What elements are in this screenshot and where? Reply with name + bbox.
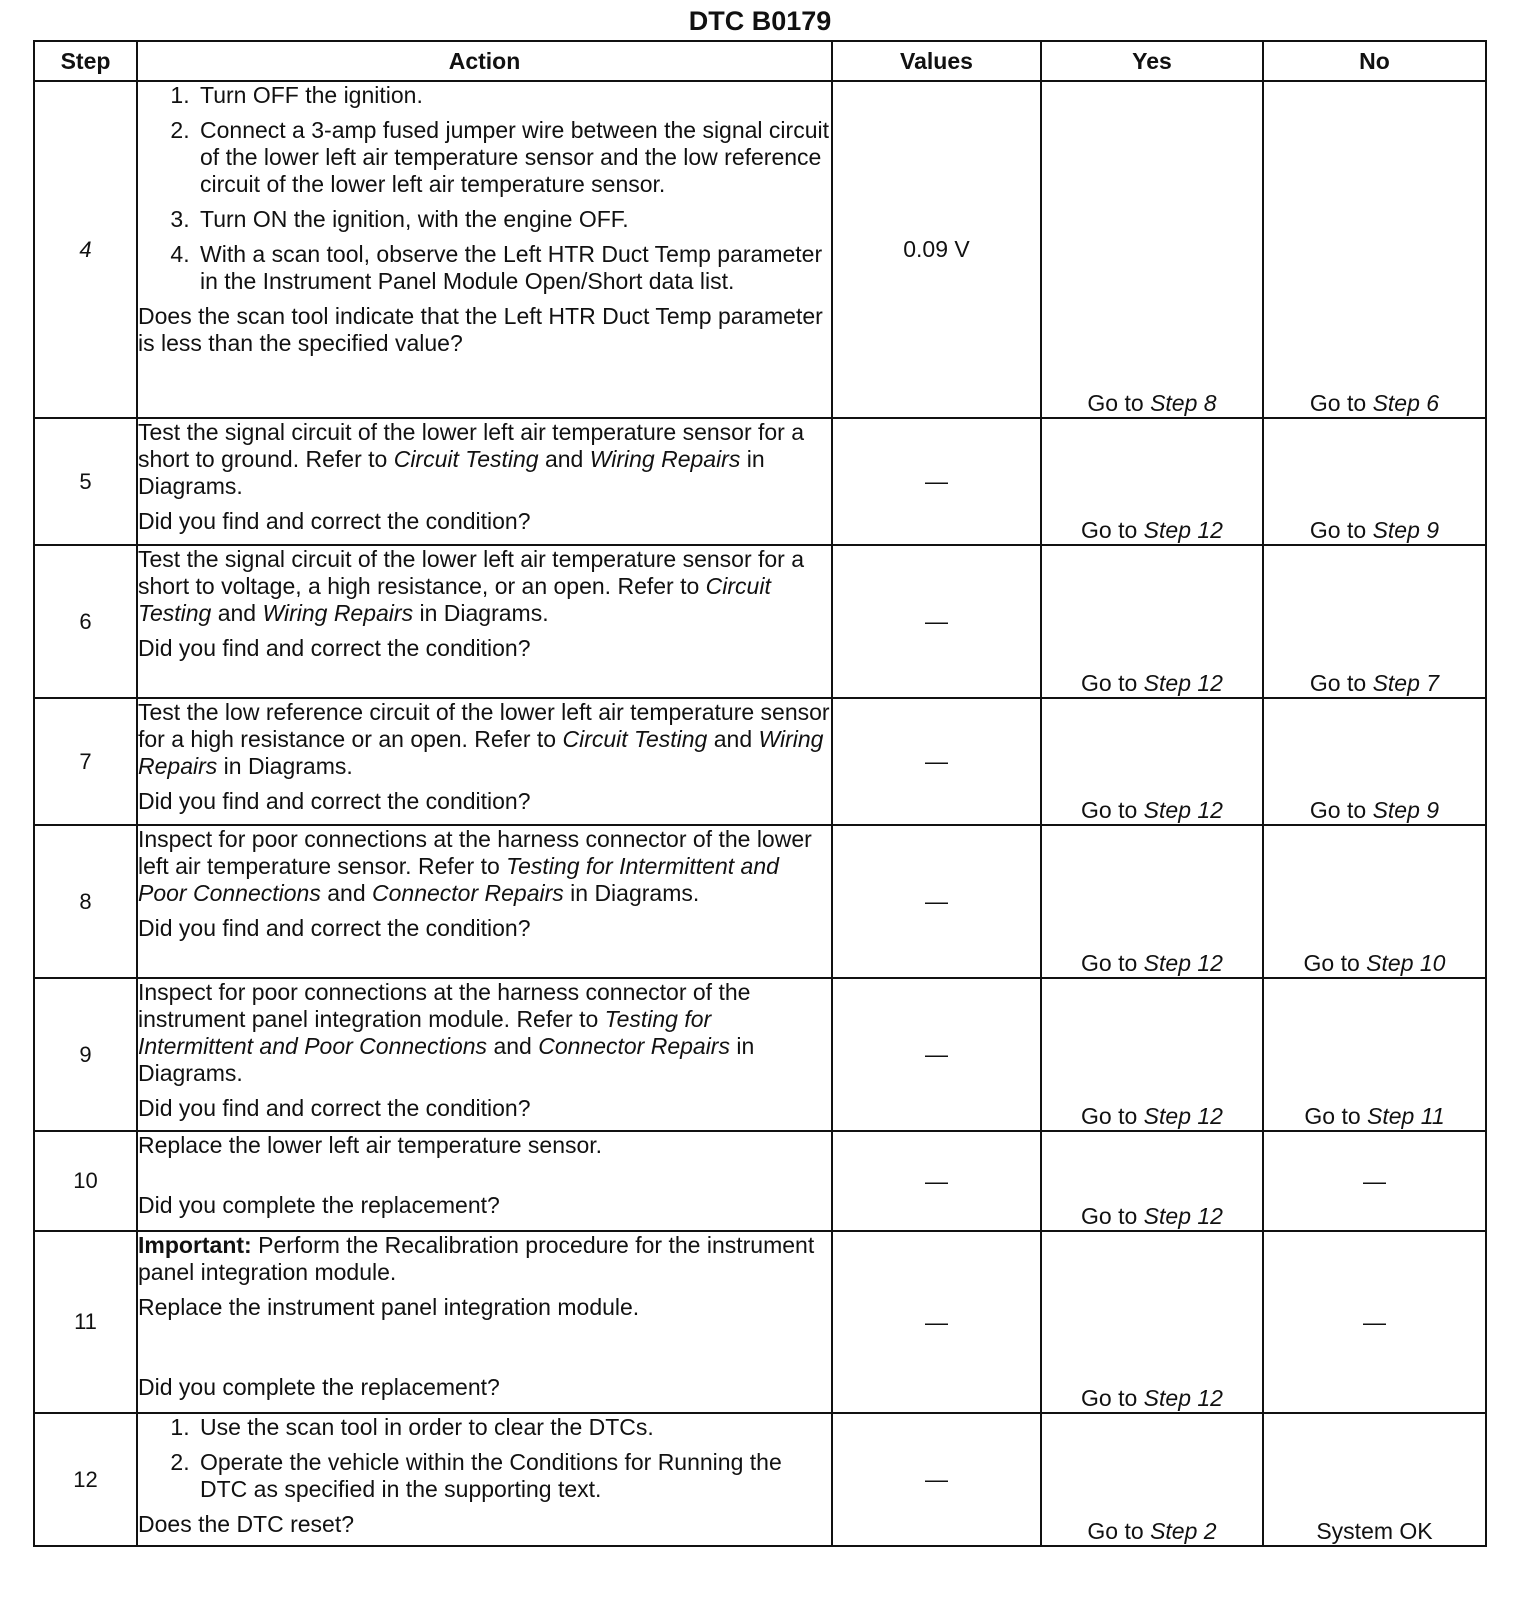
action-text xyxy=(138,419,831,500)
action-cell xyxy=(137,418,832,545)
action-text xyxy=(138,546,831,627)
no-cell: — xyxy=(1263,1131,1486,1231)
yes-cell xyxy=(1041,1231,1263,1413)
no-step-link: Step 9 xyxy=(1372,797,1440,823)
action-text-part: in Diagrams. xyxy=(223,753,353,779)
reference-link: Wiring Repairs xyxy=(589,446,741,472)
value-cell: — xyxy=(832,978,1041,1131)
step-number: 4 xyxy=(34,81,137,418)
yes-cell xyxy=(1041,81,1263,418)
action-text xyxy=(138,979,831,1087)
action-text-part: in Diagrams. xyxy=(419,600,549,626)
step-number: 10 xyxy=(34,1131,137,1231)
no-cell xyxy=(1263,978,1486,1131)
yes-cell xyxy=(1041,978,1263,1131)
action-text: Replace the instrument panel integration module. xyxy=(138,1294,640,1320)
yes-prefix: Go to xyxy=(1087,1518,1144,1544)
yes-step-link: Step 8 xyxy=(1150,390,1217,416)
yes-step-link: Step 12 xyxy=(1143,1103,1223,1129)
table-row xyxy=(34,825,1486,978)
action-question: Did you find and correct the condition? xyxy=(138,915,531,941)
procedure-list xyxy=(138,1414,831,1503)
step-number: 11 xyxy=(34,1231,137,1413)
action-cell xyxy=(137,1413,832,1546)
action-cell xyxy=(137,978,832,1131)
table-row xyxy=(34,1231,1486,1413)
reference-link: Circuit Testing xyxy=(393,446,539,472)
header-row xyxy=(34,41,1486,81)
yes-prefix: Go to xyxy=(1081,1103,1138,1129)
action-cell xyxy=(137,1231,832,1413)
yes-cell xyxy=(1041,698,1263,825)
action-text-part: Test the signal circuit of the lower left air temperature sensor for a short to voltage, a high resistance, or an open. Refer to xyxy=(138,546,805,599)
no-cell: System OK xyxy=(1263,1413,1486,1546)
page-title: DTC B0179 xyxy=(688,6,832,36)
action-cell xyxy=(137,825,832,978)
list-item: 1. Use the scan tool in order to clear the DTCs. xyxy=(196,1414,831,1441)
column-header-action: Action xyxy=(137,41,832,81)
no-cell xyxy=(1263,81,1486,418)
action-cell xyxy=(137,698,832,825)
no-prefix: Go to xyxy=(1309,797,1367,823)
yes-prefix: Go to xyxy=(1081,1203,1138,1229)
yes-cell xyxy=(1041,1131,1263,1231)
value-cell: — xyxy=(832,1231,1041,1413)
action-text-part: Test the signal circuit of the lower left air temperature sensor for a short to ground. Refer to xyxy=(138,419,805,472)
action-question: Did you find and correct the condition? xyxy=(138,1095,531,1121)
no-cell: — xyxy=(1263,1231,1486,1413)
yes-step-link: Step 12 xyxy=(1143,950,1223,976)
action-question: Does the DTC reset? xyxy=(138,1511,355,1537)
table-row xyxy=(34,545,1486,698)
yes-step-link: Step 12 xyxy=(1143,670,1223,696)
yes-prefix: Go to xyxy=(1081,797,1138,823)
column-header-values: Values xyxy=(832,41,1041,81)
action-text-part: and xyxy=(493,1033,532,1059)
no-step-link: Step 11 xyxy=(1367,1103,1445,1129)
yes-step-link: Step 2 xyxy=(1150,1518,1217,1544)
list-item: 2. Operate the vehicle within the Conditions for Running the DTC as specified in the supporting text. xyxy=(196,1449,831,1503)
reference-link: Wiring Repairs xyxy=(262,600,414,626)
important-text: Perform the Recalibration procedure for the instrument panel integration module. xyxy=(138,1232,815,1285)
step-number: 7 xyxy=(34,698,137,825)
step-number: 6 xyxy=(34,545,137,698)
action-question: Did you find and correct the condition? xyxy=(138,635,531,661)
value-cell: — xyxy=(832,418,1041,545)
value-cell: — xyxy=(832,1131,1041,1231)
reference-link: Testing for Intermittent and Poor Connections xyxy=(138,1006,712,1059)
no-cell xyxy=(1263,418,1486,545)
no-prefix: Go to xyxy=(1309,670,1367,696)
table-row xyxy=(34,1131,1486,1231)
no-cell xyxy=(1263,825,1486,978)
yes-prefix: Go to xyxy=(1081,1385,1138,1411)
value-cell: — xyxy=(832,545,1041,698)
yes-cell xyxy=(1041,1413,1263,1546)
no-step-link: Step 9 xyxy=(1372,517,1440,543)
value-cell: — xyxy=(832,1413,1041,1546)
no-step-link: Step 10 xyxy=(1366,950,1446,976)
yes-prefix: Go to xyxy=(1081,950,1138,976)
action-text-part: and xyxy=(544,446,584,472)
column-header-step: Step xyxy=(34,41,137,81)
action-text xyxy=(138,826,831,907)
yes-prefix: Go to xyxy=(1081,517,1138,543)
action-cell xyxy=(137,81,832,418)
yes-step-link: Step 12 xyxy=(1143,517,1223,543)
step-number: 5 xyxy=(34,418,137,545)
step-number: 8 xyxy=(34,825,137,978)
no-prefix: Go to xyxy=(1304,1103,1361,1129)
yes-cell xyxy=(1041,545,1263,698)
yes-cell xyxy=(1041,825,1263,978)
table-row xyxy=(34,81,1486,418)
action-text-part: and xyxy=(217,600,257,626)
action-cell xyxy=(137,545,832,698)
table-row xyxy=(34,1413,1486,1546)
action-text-part: in Diagrams. xyxy=(138,1033,755,1086)
action-text-part: in Diagrams. xyxy=(138,446,765,499)
value-cell: — xyxy=(832,825,1041,978)
action-text-part: Test the low reference circuit of the lower left air temperature sensor for a high resistance or an open. Refer to xyxy=(138,699,830,752)
value-cell: — xyxy=(832,698,1041,825)
no-step-link: Step 7 xyxy=(1372,670,1440,696)
procedure-list xyxy=(138,82,831,295)
reference-link: Circuit Testing xyxy=(138,573,771,626)
column-header-no: No xyxy=(1263,41,1486,81)
action-cell xyxy=(137,1131,832,1231)
important-label: Important: xyxy=(138,1232,252,1258)
action-text-part: and xyxy=(327,880,366,906)
action-question: Did you find and correct the condition? xyxy=(138,508,531,534)
no-cell xyxy=(1263,698,1486,825)
reference-link: Connector Repairs xyxy=(372,880,564,906)
action-question: Did you find and correct the condition? xyxy=(138,788,531,814)
step-number: 12 xyxy=(34,1413,137,1546)
action-question: Does the scan tool indicate that the Left HTR Duct Temp parameter is less than the specified value? xyxy=(138,303,823,356)
step-number: 9 xyxy=(34,978,137,1131)
action-text-part: and xyxy=(713,726,753,752)
list-item: 3. Turn ON the ignition, with the engine OFF. xyxy=(196,206,831,233)
action-question: Did you complete the replacement? xyxy=(138,1374,500,1400)
yes-prefix: Go to xyxy=(1081,670,1138,696)
action-question: Did you complete the replacement? xyxy=(138,1192,500,1218)
table-row xyxy=(34,698,1486,825)
reference-link: Connector Repairs xyxy=(538,1033,730,1059)
list-item: 2. Connect a 3-amp fused jumper wire between the signal circuit of the lower left air temperature sensor and the low reference circuit of the lower left air temperature sensor. xyxy=(196,117,831,198)
reference-link: Wiring Repairs xyxy=(138,726,824,779)
action-text-part: Inspect for poor connections at the harness connector of the instrument panel integration module. Refer to xyxy=(138,979,751,1032)
table-row xyxy=(34,418,1486,545)
no-cell xyxy=(1263,545,1486,698)
reference-link: Circuit Testing xyxy=(562,726,708,752)
no-prefix: Go to xyxy=(1309,517,1367,543)
action-text-part: in Diagrams. xyxy=(570,880,700,906)
yes-step-link: Step 12 xyxy=(1143,797,1223,823)
yes-step-link: Step 12 xyxy=(1143,1203,1223,1229)
column-header-yes: Yes xyxy=(1041,41,1263,81)
table-row xyxy=(34,978,1486,1131)
no-prefix: Go to xyxy=(1303,950,1360,976)
no-prefix: Go to xyxy=(1309,390,1367,416)
action-text: Replace the lower left air temperature sensor. xyxy=(138,1132,603,1158)
yes-cell xyxy=(1041,418,1263,545)
action-text-part: Inspect for poor connections at the harness connector of the lower left air temperature sensor. Refer to xyxy=(138,826,812,879)
list-item: 1. Turn OFF the ignition. xyxy=(196,82,831,109)
value-cell: 0.09 V xyxy=(832,81,1041,418)
yes-step-link: Step 12 xyxy=(1143,1385,1223,1411)
yes-prefix: Go to xyxy=(1087,390,1144,416)
important-note xyxy=(138,1232,831,1286)
diagnostic-table xyxy=(33,40,1487,1547)
list-item: 4. With a scan tool, observe the Left HTR Duct Temp parameter in the Instrument Panel Module Open/Short data list. xyxy=(196,241,831,295)
action-text xyxy=(138,699,831,780)
reference-link: Testing for Intermittent and Poor Connections xyxy=(138,853,779,906)
no-step-link: Step 6 xyxy=(1372,390,1440,416)
